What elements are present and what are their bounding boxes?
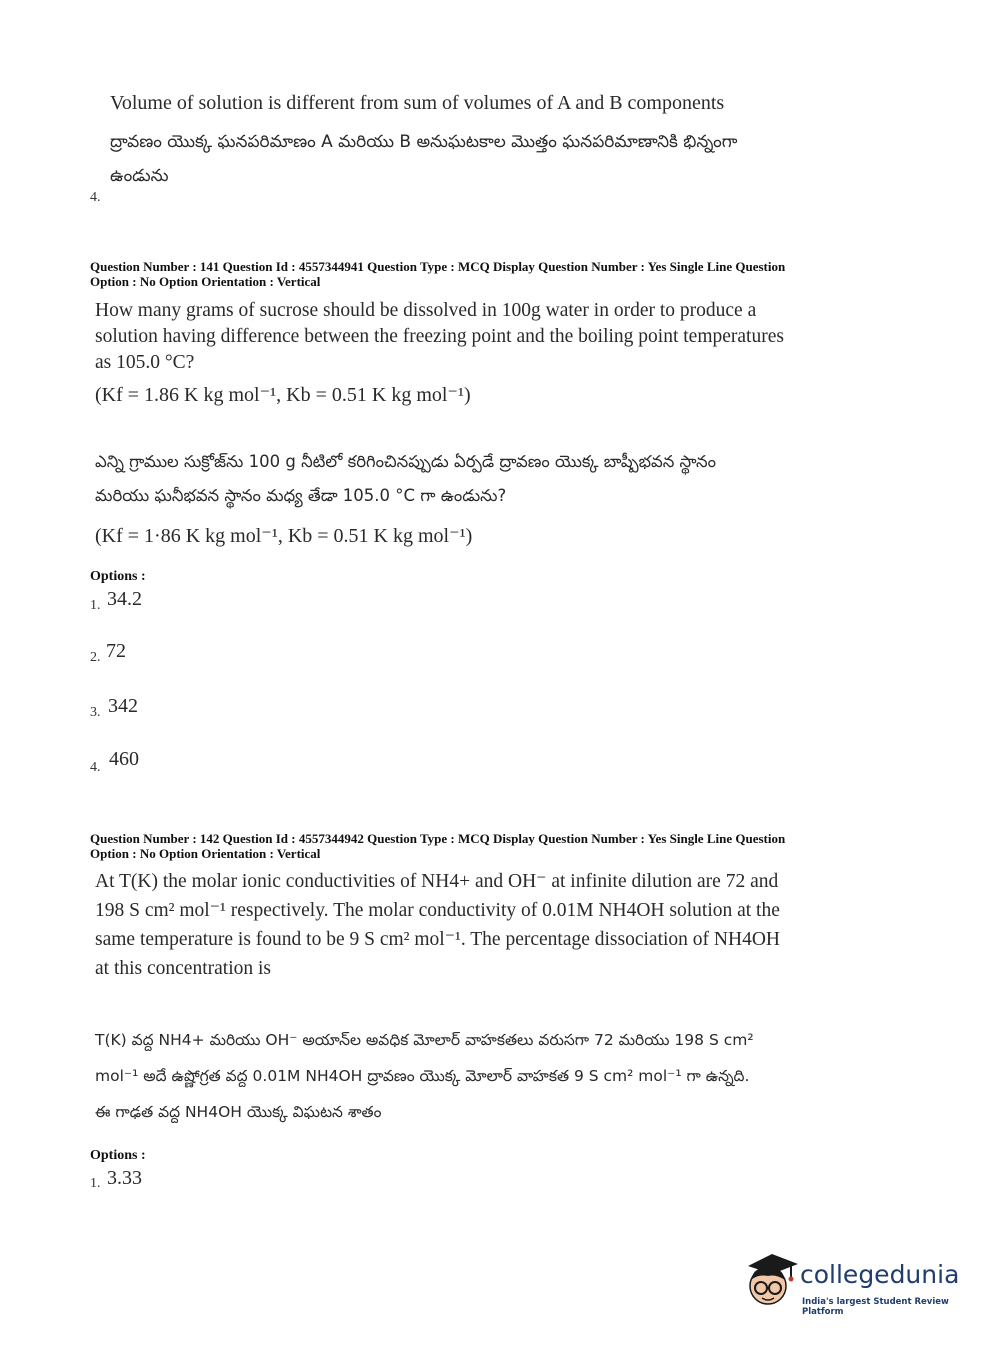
q142-en-line1: At T(K) the molar ionic conductivities of NH4+ and OH⁻ at infinite dilution are 72 and [95, 871, 779, 892]
collegedunia-logo[interactable] [742, 1250, 972, 1320]
q141-meta-line1: Question Number : 141 Question Id : 4557344941 Question Type : MCQ Display Question Number : Yes Single Line Question [90, 259, 786, 274]
q142-question-en [95, 867, 875, 983]
option-number: 1. [90, 1176, 101, 1191]
q142-te-line2: mol⁻¹ అదే ఉష్ణోగ్రత వద్ద 0.01M NH4OH ద్రావణం యొక్క మోలార్ వాహకత 9 S cm² mol⁻¹ గా ఉన్నది. [95, 1067, 750, 1085]
option-value: 342 [108, 695, 138, 717]
q142-te-line3: ఈ గాఢత వద్ద NH4OH యొక్క విఘటన శాతం [95, 1103, 382, 1121]
q141-en-line2: solution having difference between the freezing point and the boiling point temperatures [95, 326, 784, 347]
q141-constants-en: (Kf = 1.86 K kg mol⁻¹, Kb = 0.51 K kg mol⁻¹) [95, 384, 471, 406]
q142-meta [90, 831, 890, 861]
q142-en-line2: 198 S cm² mol⁻¹ respectively. The molar conductivity of 0.01M NH4OH solution at the [95, 900, 780, 921]
option-number: 2. [90, 650, 101, 665]
brand-name: collegedunia [800, 1260, 960, 1289]
option-value: 3.33 [107, 1167, 142, 1189]
q142-question-te [95, 1022, 895, 1130]
q141-question-te-2: మరియు ఘనీభవన స్థానం మధ్య తేడా 105.0 °C గా ఉండును? [95, 486, 507, 505]
option-number: 4. [90, 760, 101, 775]
q142-te-line1: T(K) వద్ద NH4+ మరియు OH⁻ అయాన్‌ల అవధిక మోలార్ వాహకతలు వరుసగా 72 మరియు 198 S cm² [95, 1031, 754, 1049]
q141-en-line3: as 105.0 °C? [95, 352, 195, 373]
q142-meta-line2: Option : No Option Orientation : Vertical [90, 846, 321, 861]
option-value: 34.2 [107, 588, 142, 610]
prev-option-text-te-1: ద్రావణం యొక్క ఘనపరిమాణం A మరియు B అనుఘటకాల మొత్తం ఘనపరిమాణానికి భిన్నంగా [110, 132, 738, 152]
q141-options-label: Options : [90, 569, 146, 584]
option-number: 3. [90, 705, 101, 720]
q142-meta-line1: Question Number : 142 Question Id : 4557344942 Question Type : MCQ Display Question Number : Yes Single Line Question [90, 831, 786, 846]
option-value: 72 [106, 640, 126, 662]
q141-meta [90, 259, 890, 289]
q142-options-label: Options : [90, 1148, 146, 1163]
prev-option-number: 4. [90, 190, 101, 205]
mascot-icon [742, 1252, 802, 1314]
q141-question-en [95, 298, 875, 376]
option-number: 1. [90, 598, 101, 613]
option-value: 460 [109, 748, 139, 770]
prev-option-text-en: Volume of solution is different from sum of volumes of A and B components [110, 92, 725, 114]
q141-en-line1: How many grams of sucrose should be dissolved in 100g water in order to produce a [95, 300, 757, 321]
brand-tagline: India's largest Student Review Platform [802, 1297, 949, 1317]
q141-constants-te: (Kf = 1·86 K kg mol⁻¹, Kb = 0.51 K kg mol⁻¹) [95, 525, 473, 547]
q142-en-line3: same temperature is found to be 9 S cm² mol⁻¹. The percentage dissociation of NH4OH [95, 929, 780, 950]
q141-meta-line2: Option : No Option Orientation : Vertical [90, 274, 321, 289]
q142-en-line4: at this concentration is [95, 958, 271, 979]
q141-question-te-1: ఎన్ని గ్రాముల సుక్రోజ్‌ను 100 g నీటిలో కరిగించినప్పుడు ఏర్పడే ద్రావణం యొక్క బాష్పీభవన స్థానం [95, 452, 716, 471]
prev-option-text-te-2: ఉండును [110, 166, 169, 186]
